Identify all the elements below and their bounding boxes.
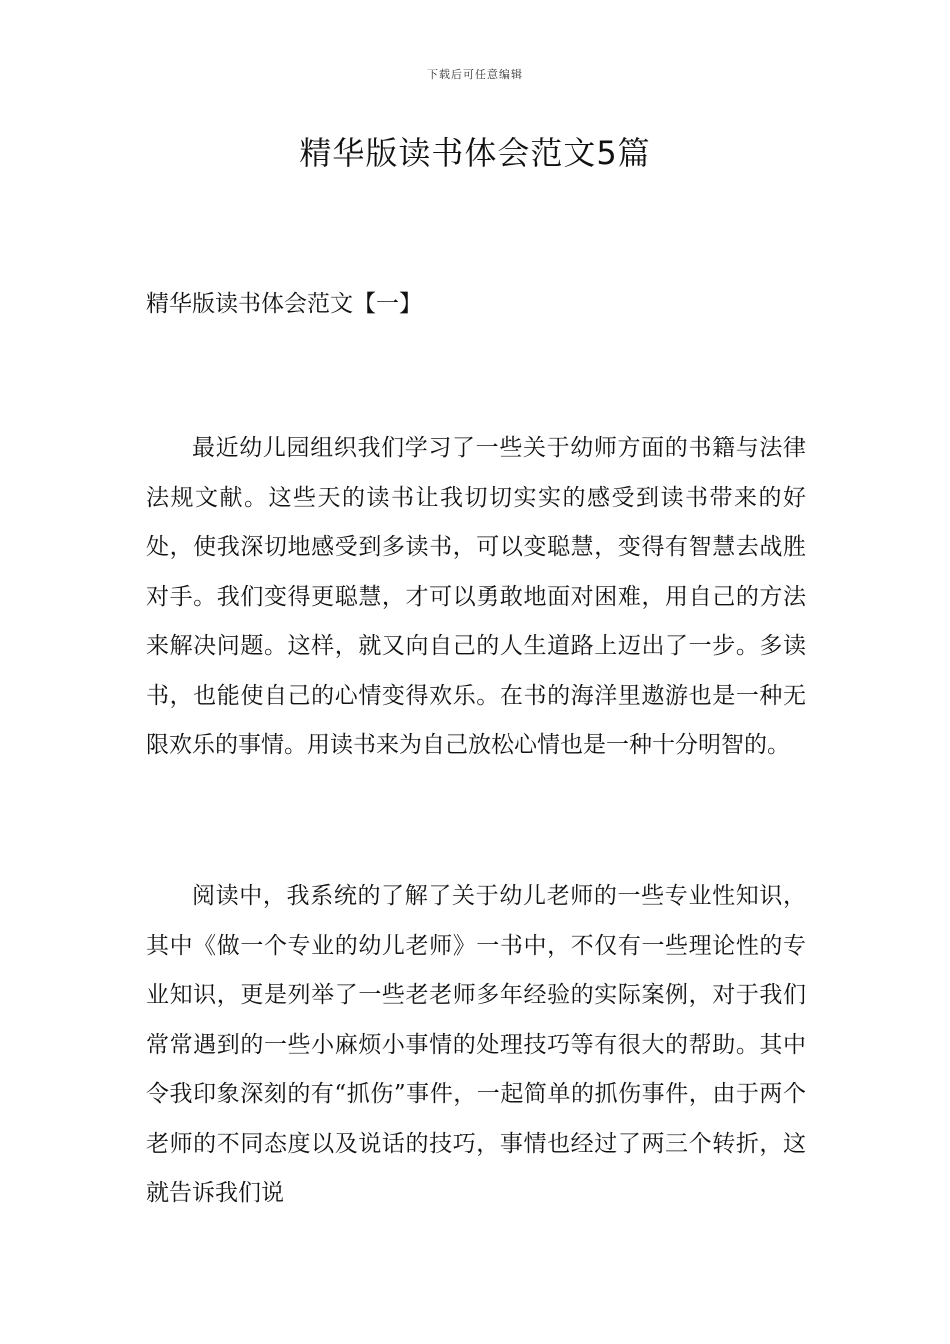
header-note: 下载后可任意编辑 [427, 68, 523, 81]
document-title: 精华版读书体会范文5篇 [299, 134, 651, 172]
section-heading: 精华版读书体会范文【一】 [146, 291, 422, 317]
body-paragraph-1: 最近幼儿园组织我们学习了一些关于幼师方面的书籍与法律法规文献。这些天的读书让我切切实实的感受到读书带来的好处，使我深切地感受到多读书，可以变聪慧，变得有智慧去战胜对手。我们变得更聪慧，才可以勇敢地面对困难，用自己的方法来解决问题。这样，就又向自己的人生道路上迈出了一步。多读书，也能使自己的心情变得欢乐。在书的海洋里遨游也是一种无限欢乐的事情。用读书来为自己放松心情也是一种十分明智的。 [146, 435, 806, 758]
body-paragraph-2: 阅读中，我系统的了解了关于幼儿老师的一些专业性知识，其中《做一个专业的幼儿老师》一书中，不仅有一些理论性的专业知识，更是列举了一些老老师多年经验的实际案例，对于我们常常遇到的一些小麻烦小事情的处理技巧等有很大的帮助。其中令我印象深刻的有“抓伤”事件，一起简单的抓伤事件，由于两个老师的不同态度以及说话的技巧，事情也经过了两三个转折，这就告诉我们说 [146, 883, 806, 1206]
